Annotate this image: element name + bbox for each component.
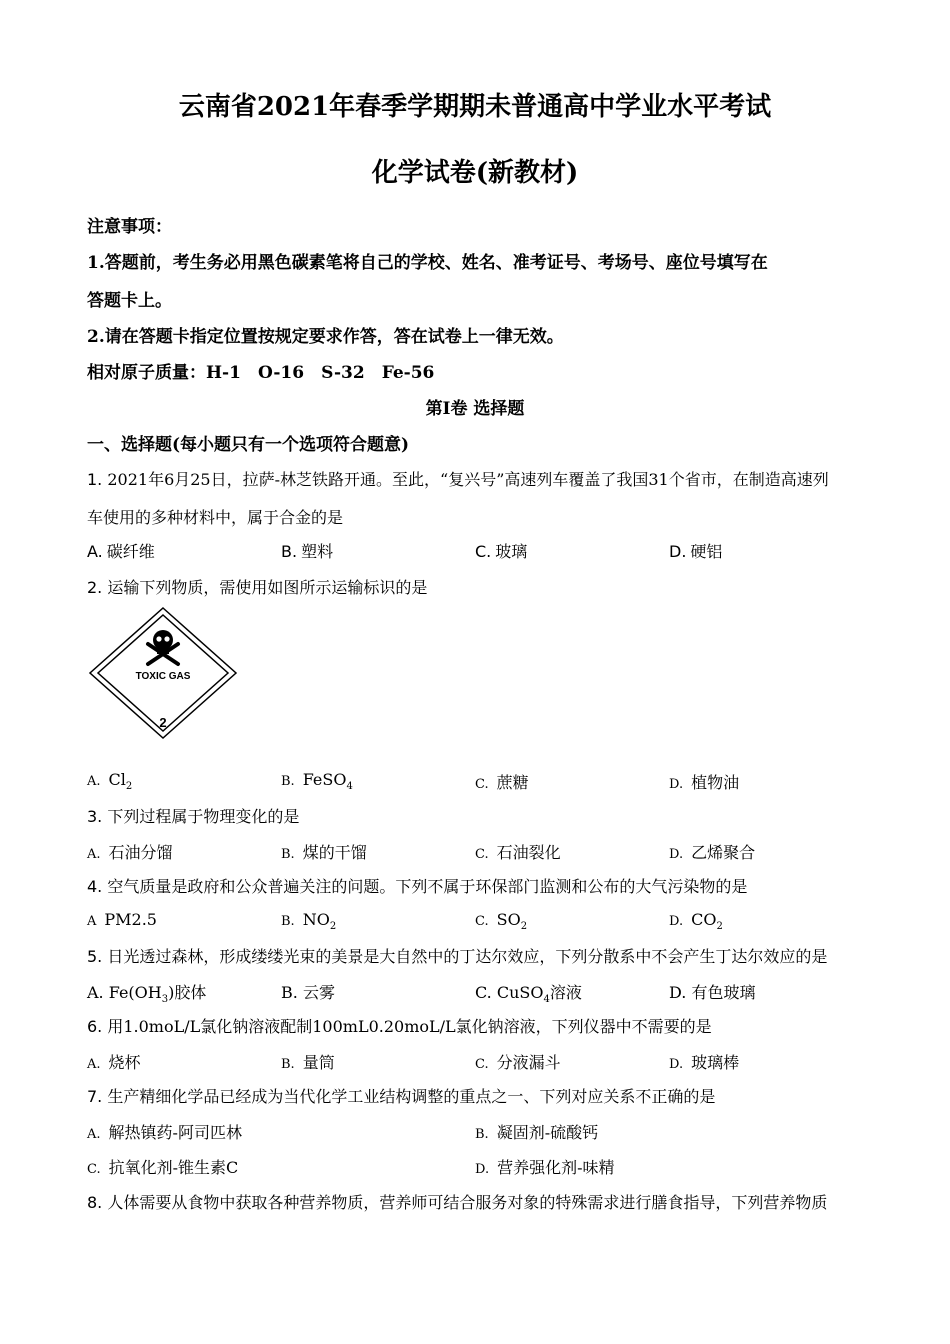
q2-option-a[interactable]: A. $Cl_2$ xyxy=(87,770,133,793)
toxic-gas-sign xyxy=(88,606,238,740)
question-4: 4. 空气质量是政府和公众普遍关注的问题。下列不属于环保部门监测和公布的大气污染物的是 xyxy=(87,877,748,896)
question-2: 2. 运输下列物质，需使用如图所示运输标识的是 xyxy=(87,578,428,597)
q1-option-a[interactable]: A. 碳纤维 xyxy=(87,542,155,561)
question-6: 6. 用1.0moL/L氯化钠溶液配制100mL0.20moL/L氯化钠溶液，下列仪器中不需要的是 xyxy=(87,1017,712,1036)
note-2: 2.请在答题卡指定位置按规定要求作答，答在试卷上一律无效。 xyxy=(87,327,564,347)
q4-option-d[interactable]: D. $CO_2$ xyxy=(669,910,723,933)
question-7: 7. 生产精细化学品已经成为当代化学工业结构调整的重点之一、下列对应关系不正确的是 xyxy=(87,1087,716,1106)
q6-option-b[interactable]: B. 量筒 xyxy=(281,1053,335,1072)
note-1: 1.答题前，考生务必用黑色碳素笔将自己的学校、姓名、准考证号、考场号、座位号填写在 xyxy=(87,253,768,273)
q7-option-b[interactable]: B. 凝固剂-硫酸钙 xyxy=(475,1123,599,1142)
q5-option-b[interactable]: B. 云雾 xyxy=(281,983,335,1002)
sign-class-number: 2 xyxy=(159,715,167,730)
q6-option-d[interactable]: D. 玻璃棒 xyxy=(669,1053,740,1072)
q1-option-c[interactable]: C. 玻璃 xyxy=(475,542,528,561)
question-3: 3. 下列过程属于物理变化的是 xyxy=(87,807,300,826)
q2-option-c[interactable]: C. 蔗糖 xyxy=(475,773,529,792)
q3-option-d[interactable]: D. 乙烯聚合 xyxy=(669,843,756,862)
question-8: 8. 人体需要从食物中获取各种营养物质，营养师可结合服务对象的特殊需求进行膳食指导，下列营养物质 xyxy=(87,1193,828,1212)
exam-subtitle: 化学试卷(新教材) xyxy=(371,158,579,188)
section-title: 第Ⅰ卷 选择题 xyxy=(425,399,525,419)
q5-option-c[interactable]: C. CuSO$_4$溶液 xyxy=(475,983,582,1006)
q1-option-b[interactable]: B. 塑料 xyxy=(281,542,334,561)
q5-option-d[interactable]: D. 有色玻璃 xyxy=(669,983,756,1002)
q2-option-d[interactable]: D. 植物油 xyxy=(669,773,740,792)
sign-label: TOXIC GAS xyxy=(135,671,191,682)
q7-option-c[interactable]: C. 抗氧化剂-锥生素C xyxy=(87,1158,239,1177)
notes-heading: 注意事项： xyxy=(87,217,172,237)
question-1: 1. 2021年6月25日，拉萨-林芝铁路开通。至此，“复兴号”高速列车覆盖了我国31个省市，在制造高速列 xyxy=(87,470,829,489)
exam-title: 云南省2021年春季学期期未普通高中学业水平考试 xyxy=(178,92,772,122)
part-heading: 一、选择题(每小题只有一个选项符合题意) xyxy=(87,435,410,455)
atomic-masses: 相对原子质量：H-1 O-16 S-32 Fe-56 xyxy=(87,363,435,383)
q3-option-a[interactable]: A. 石油分馏 xyxy=(87,843,173,862)
q7-option-d[interactable]: D. 营养强化剂-味精 xyxy=(475,1158,615,1177)
q6-option-c[interactable]: C. 分液漏斗 xyxy=(475,1053,561,1072)
q5-option-a[interactable]: A. $Fe(OH_3)$胶体 xyxy=(87,983,207,1006)
q4-option-b[interactable]: B. $NO_2$ xyxy=(281,910,337,933)
q1-option-d[interactable]: D. 硬铝 xyxy=(669,542,723,561)
q4-option-c[interactable]: C. $SO_2$ xyxy=(475,910,528,933)
question-1-cont: 车使用的多种材料中，属于合金的是 xyxy=(87,508,344,527)
q2-option-b[interactable]: B. FeSO$_4$ xyxy=(281,770,353,793)
q3-option-b[interactable]: B. 煤的干馏 xyxy=(281,843,367,862)
q3-option-c[interactable]: C. 石油裂化 xyxy=(475,843,561,862)
q7-option-a[interactable]: A. 解热镇药-阿司匹林 xyxy=(87,1123,242,1142)
q4-option-a[interactable]: A PM2.5 xyxy=(87,910,157,929)
note-1-cont: 答题卡上。 xyxy=(87,291,172,311)
question-5: 5. 日光透过森林，形成缕缕光束的美景是大自然中的丁达尔效应，下列分散系中不会产生丁达尔效应的是 xyxy=(87,947,828,966)
q6-option-a[interactable]: A. 烧杯 xyxy=(87,1053,141,1072)
